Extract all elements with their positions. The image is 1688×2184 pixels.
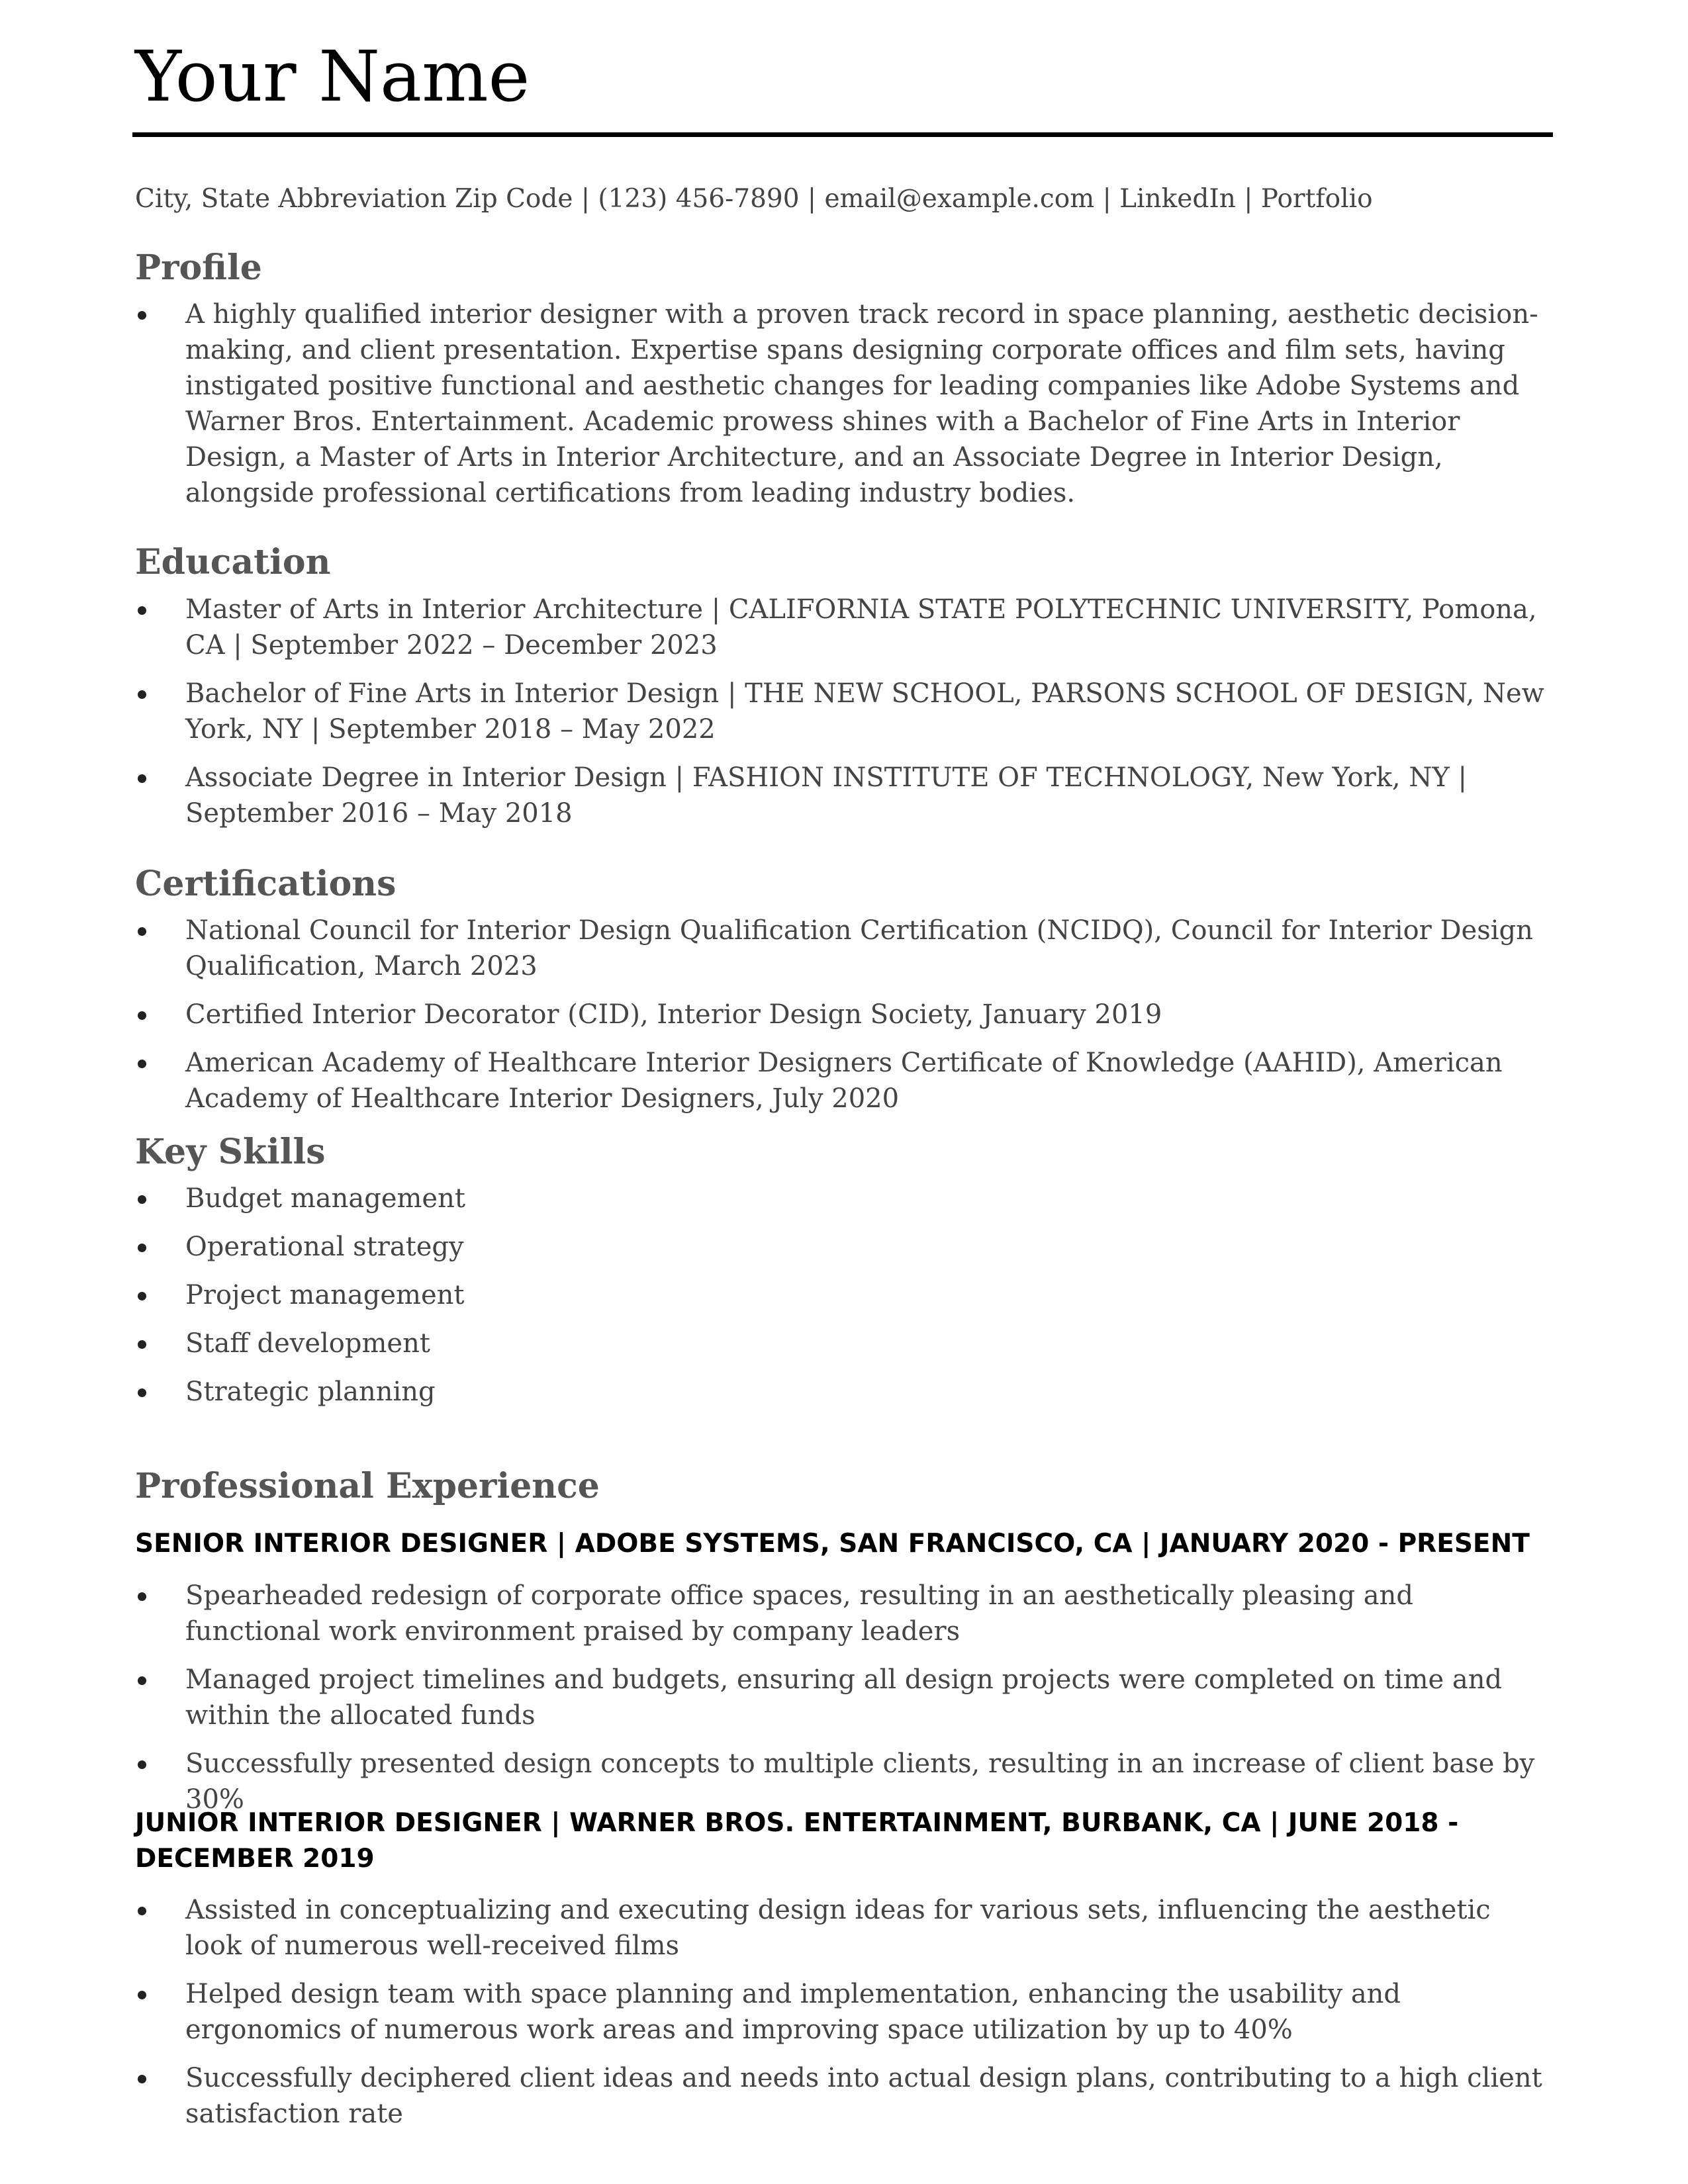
certification-item: American Academy of Healthcare Interior Designers Certificate of Knowledge (AAHID), American Academy of Healthcare Interior Designers, July 2020 <box>135 1045 1552 1116</box>
job-bullet: Helped design team with space planning and implementation, enhancing the usability and ergonomics of numerous work areas and improving space utilization by up to 40% <box>135 1976 1552 2048</box>
profile-list <box>135 296 1552 511</box>
skill-item: Project management <box>135 1277 1552 1313</box>
job-bullets <box>135 1892 1552 2132</box>
job-bullet: Managed project timelines and budgets, ensuring all design projects were completed on time and within the allocated funds <box>135 1662 1552 1733</box>
job-bullet: Spearheaded redesign of corporate office spaces, resulting in an aesthetically pleasing and functional work environment praised by company leaders <box>135 1578 1552 1649</box>
header-divider <box>132 132 1553 137</box>
skill-item: Staff development <box>135 1326 1552 1361</box>
job-bullets <box>135 1578 1552 1817</box>
education-item: Associate Degree in Interior Design | FASHION INSTITUTE OF TECHNOLOGY, New York, NY | September 2016 – May 2018 <box>135 760 1552 831</box>
job-heading: SENIOR INTERIOR DESIGNER | ADOBE SYSTEMS, SAN FRANCISCO, CA | JANUARY 2020 - PRESENT <box>135 1529 1530 1559</box>
job-bullet: Assisted in conceptualizing and executing design ideas for various sets, influencing the aesthetic look of numerous well-received films <box>135 1892 1552 1964</box>
section-title-profile: Profile <box>135 248 262 288</box>
skills-list <box>135 1181 1552 1410</box>
job-heading: JUNIOR INTERIOR DESIGNER | WARNER BROS. ENTERTAINMENT, BURBANK, CA | JUNE 2018 - DECEMBER 2019 <box>135 1808 1459 1874</box>
certifications-list <box>135 913 1552 1116</box>
section-title-skills: Key Skills <box>135 1132 326 1172</box>
education-list <box>135 592 1552 831</box>
skill-item: Operational strategy <box>135 1229 1552 1265</box>
certification-item: National Council for Interior Design Qualification Certification (NCIDQ), Council for Interior Design Qualification, March 2023 <box>135 913 1552 984</box>
job-bullet: Successfully presented design concepts to multiple clients, resulting in an increase of client base by 30% <box>135 1746 1552 1817</box>
certification-item: Certified Interior Decorator (CID), Interior Design Society, January 2019 <box>135 997 1552 1032</box>
resume-page <box>135 32 1552 2129</box>
skill-item: Strategic planning <box>135 1374 1552 1410</box>
section-title-experience: Professional Experience <box>135 1466 600 1506</box>
skill-item: Budget management <box>135 1181 1552 1216</box>
profile-summary: A highly qualified interior designer with a proven track record in space planning, aesthetic decision-making, and client presentation. Expertise spans designing corporate offices and film sets, having instigated positive functional and aesthetic changes for leading companies like Adobe Systems and Warner Bros. Entertainment. Academic prowess shines with a Bachelor of Fine Arts in Interior Design, a Master of Arts in Interior Architecture, and an Associate Degree in Interior Design, alongside professional certifications from leading industry bodies. <box>135 296 1552 511</box>
education-item: Bachelor of Fine Arts in Interior Design | THE NEW SCHOOL, PARSONS SCHOOL OF DESIGN, New York, NY | September 2018 – May 2022 <box>135 676 1552 747</box>
section-title-certifications: Certifications <box>135 864 397 904</box>
contact-line: City, State Abbreviation Zip Code | (123) 456-7890 | email@example.com | LinkedIn | Portfolio <box>135 184 1373 214</box>
job-bullet: Successfully deciphered client ideas and needs into actual design plans, contributing to a high client satisfaction rate <box>135 2060 1552 2132</box>
candidate-name: Your Name <box>135 36 530 117</box>
section-title-education: Education <box>135 542 331 582</box>
education-item: Master of Arts in Interior Architecture | CALIFORNIA STATE POLYTECHNIC UNIVERSITY, Pomona, CA | September 2022 – December 2023 <box>135 592 1552 663</box>
